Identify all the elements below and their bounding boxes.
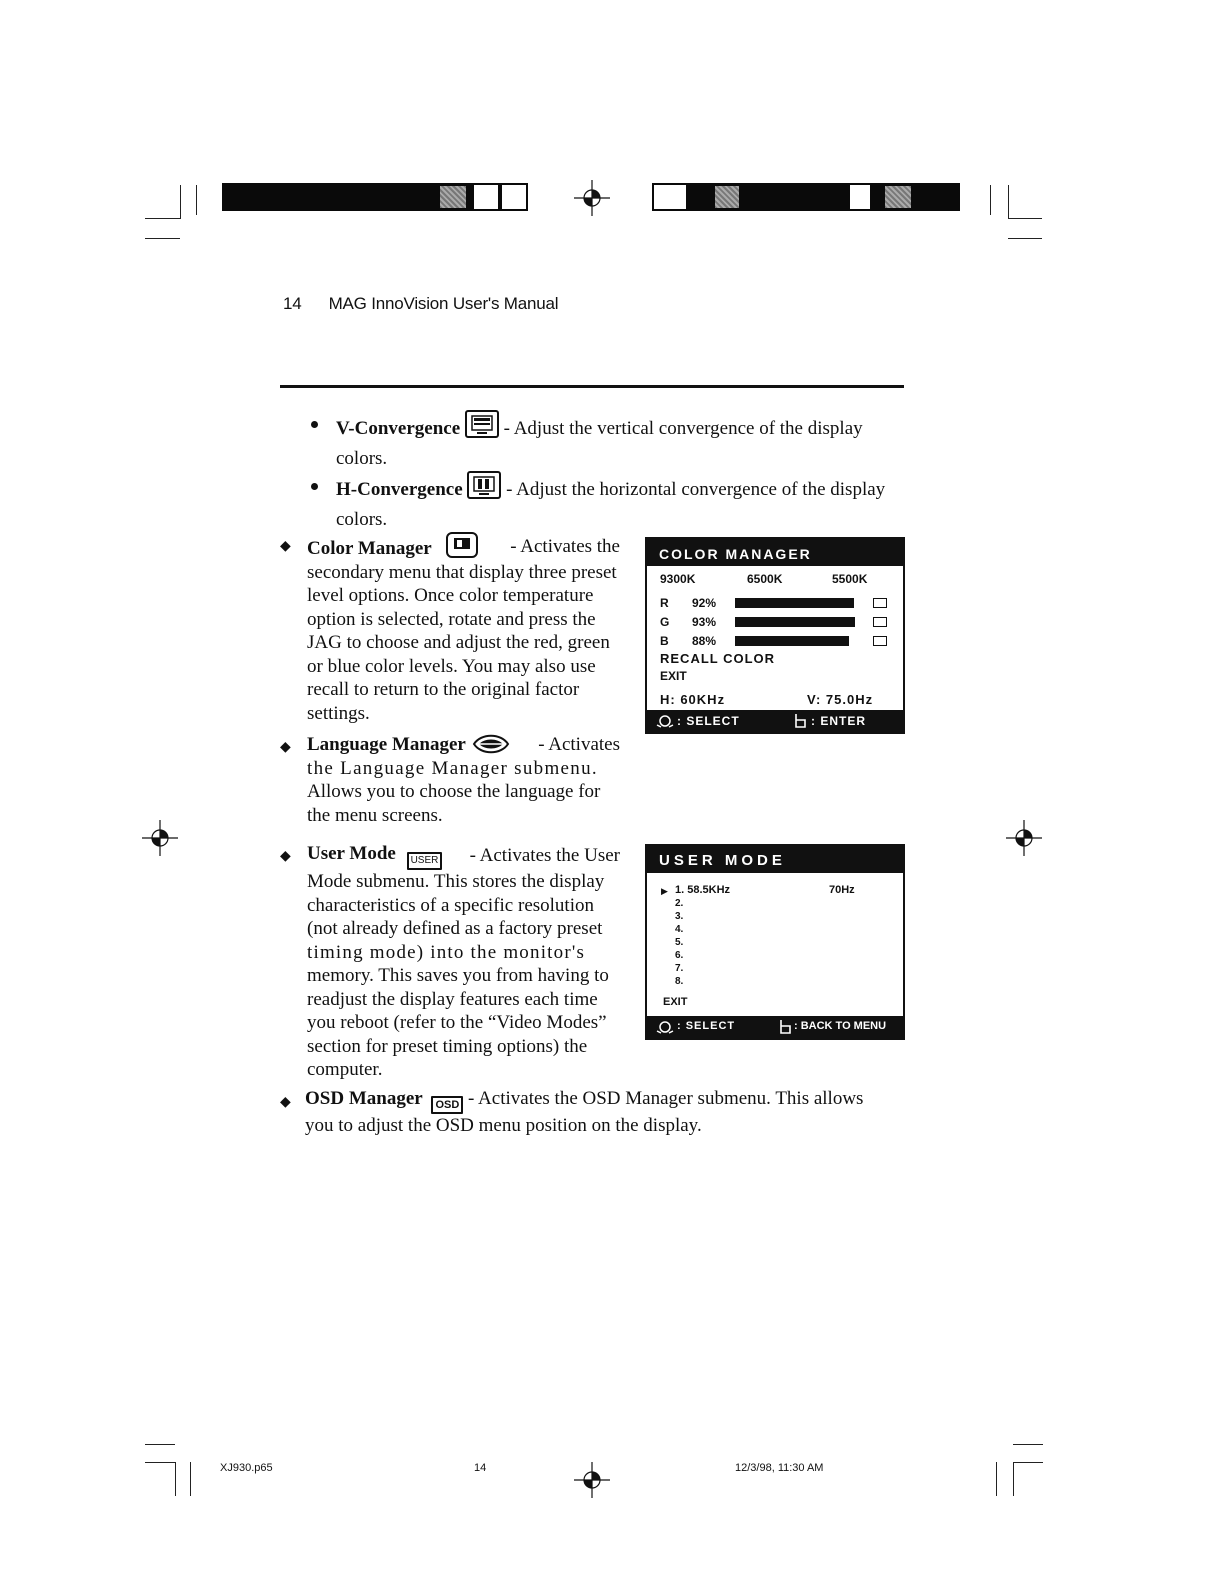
footer-page: 14 [474,1462,487,1474]
language-manager-line-2: Allows you to choose the language for [307,781,601,802]
color-manager-line-0: - Activates the [510,535,620,557]
user-mode-line-5: memory. This saves you from having to [307,965,609,986]
mode-row-7: 7. [675,963,684,974]
language-manager-line-3: the menu screens. [307,804,443,826]
crop-mark-bottom-right-2 [1013,1462,1043,1463]
color-manager-line-2: level options. Once color temperature [307,585,594,606]
language-manager-term: Language Manager [307,734,466,755]
mode-row-5: 5. [675,937,684,948]
color-manager-panel-footer [647,710,903,732]
crop-mark-bottom-left [145,1444,175,1445]
osd-manager-desc-cont: you to adjust the OSD menu position on the display. [305,1115,702,1136]
h-convergence-desc: - Adjust the horizontal convergence of the display [506,479,886,500]
v-frequency: V: 75.0Hz [807,692,874,707]
user-mode-panel-title: USER MODE [647,846,903,873]
user-mode-panel [645,844,905,1040]
level-b-meter [735,636,887,646]
crop-mark-top-right [1008,218,1042,219]
user-mode-line-0: - Activates the User [469,845,620,867]
v-convergence-desc: - Adjust the vertical convergence of the display [503,418,863,439]
h-frequency: H: 60KHz [660,692,726,707]
crop-mark-top-left-v [180,185,181,219]
color-manager-line-4: JAG to choose and adjust the red, green [307,632,610,653]
color-manager-icon [446,532,478,558]
v-convergence-term: V-Convergence [336,418,461,439]
level-r-value: 92% [692,596,717,610]
press-icon [792,712,808,730]
select-label: : SELECT [677,714,740,728]
header-bar-left-white-1 [472,183,500,211]
crop-mark-top-left-2 [145,238,180,239]
preset-9300k: 9300K [660,572,696,586]
crop-mark-bottom-left-2 [145,1462,175,1463]
crop-mark-top-left [145,218,180,219]
crop-mark-bottom-right-v [996,1462,997,1496]
bullet-osd-manager: ◆ [280,1095,291,1110]
user-mode-line-2: characteristics of a specific resolution [307,894,594,916]
registration-target-left [142,820,178,856]
user-mode-line-6: readjust the display features each time [307,988,598,1010]
level-g-label: G [660,615,670,629]
bullet-user-mode: ◆ [280,849,291,864]
recall-color: RECALL COLOR [660,651,776,666]
color-manager-line-3: option is selected, rotate and press the [307,608,596,630]
level-r-label: R [660,596,669,610]
preset-6500k: 6500K [747,572,783,586]
color-manager-panel [645,537,905,734]
color-manager-term: Color Manager [307,538,432,559]
mode-row-1: 1. 58.5KHz [675,884,731,896]
user-mode-line-7: you reboot (refer to the “Video Modes” [307,1012,607,1033]
user-mode-line-8: section for preset timing options) the [307,1035,588,1057]
language-manager-line-0: - Activates [538,734,620,755]
crop-mark-bottom-right [1013,1444,1043,1445]
level-r-meter [735,598,887,608]
item-v-convergence [336,410,906,470]
crop-mark-top-right-v [990,185,991,215]
mode-row-8: 8. [675,976,684,987]
header-bar-right-gray-2 [885,186,911,208]
color-manager-line-7: settings. [307,702,370,724]
mode-row-1-hz: 70Hz [829,884,855,896]
enter-label: : ENTER [811,714,866,728]
press-icon [777,1018,793,1036]
footer-file: XJ930.p65 [220,1462,273,1474]
user-mode-line-3: (not already defined as a factory preset [307,918,603,939]
user-mode-panel-footer [647,1016,903,1038]
user-mode-term: User Mode [307,843,396,864]
item-h-convergence [336,471,906,531]
color-manager-line-1: secondary menu that display three preset [307,561,617,583]
mode-row-2: 2. [675,898,684,909]
item-color-manager [307,532,620,725]
color-manager-line-5: or blue color levels. You may also use [307,655,596,677]
user-mode-line-9: computer. [307,1059,383,1080]
user-mode-line-1: Mode submenu. This stores the display [307,871,605,892]
bullet-color-manager: ◆ [280,539,291,554]
section-rule [280,385,904,388]
crop-mark-bottom-left-v [175,1462,176,1496]
footer-timestamp: 12/3/98, 11:30 AM [735,1462,824,1474]
user-mode-line-4: timing mode) into the monitor's [307,941,586,963]
v-convergence-desc-cont: colors. [336,447,388,469]
crop-mark-top-left-v2 [196,185,197,215]
color-manager-panel-title: COLOR MANAGER [647,539,903,566]
mode-row-4: 4. [675,924,684,935]
level-b-value: 88% [692,634,717,648]
language-manager-icon [471,733,511,755]
user-mode-exit: EXIT [663,996,688,1008]
crop-mark-bottom-left-v2 [190,1462,191,1496]
registration-target-bottom [574,1462,610,1498]
bullet-language-manager: ◆ [280,740,291,755]
h-convergence-term: H-Convergence [336,479,463,500]
h-convergence-icon [467,471,501,499]
registration-target-right [1006,820,1042,856]
bullet-h-convergence [311,483,318,490]
h-convergence-desc-cont: colors. [336,508,388,530]
header-bar-left-white-2 [500,183,528,211]
osd-manager-icon: OSD [431,1096,463,1114]
page-number: 14 [283,294,302,313]
header-bar-left-gray [440,186,466,208]
v-convergence-icon [465,410,499,438]
knob-icon [655,1019,675,1035]
preset-5500k: 5500K [832,572,868,586]
color-exit: EXIT [660,669,687,683]
back-to-menu-label: : BACK TO MENU [794,1020,887,1032]
header-bar-right-gray-1 [715,186,739,208]
item-user-mode [307,842,620,1082]
mode-row-3: 3. [675,911,684,922]
mode-row-6: 6. [675,950,684,961]
color-manager-line-6: recall to return to the original factor [307,679,580,700]
header-bar-right-white [652,183,688,211]
user-mode-icon: USER [407,852,443,870]
crop-mark-top-right-v2 [1008,185,1009,219]
bullet-v-convergence [311,421,318,428]
registration-target-top [574,180,610,216]
item-osd-manager [305,1087,915,1138]
crop-mark-top-right-2 [1008,238,1042,239]
item-language-manager [307,733,620,827]
manual-title: MAG InnoVision User's Manual [328,294,559,313]
level-g-meter [735,617,887,627]
mode-selected-arrow: ▶ [661,886,668,896]
crop-mark-bottom-right-v2 [1013,1462,1014,1496]
knob-icon [655,713,675,729]
level-b-label: B [660,634,669,648]
osd-manager-desc: - Activates the OSD Manager submenu. This allows [468,1088,864,1109]
select-label: : SELECT [677,1020,736,1032]
language-manager-line-1: the Language Manager submenu. [307,757,598,779]
running-head [283,294,558,314]
level-g-value: 93% [692,615,717,629]
osd-manager-term: OSD Manager [305,1088,423,1109]
header-bar-right-white-2 [848,183,872,211]
